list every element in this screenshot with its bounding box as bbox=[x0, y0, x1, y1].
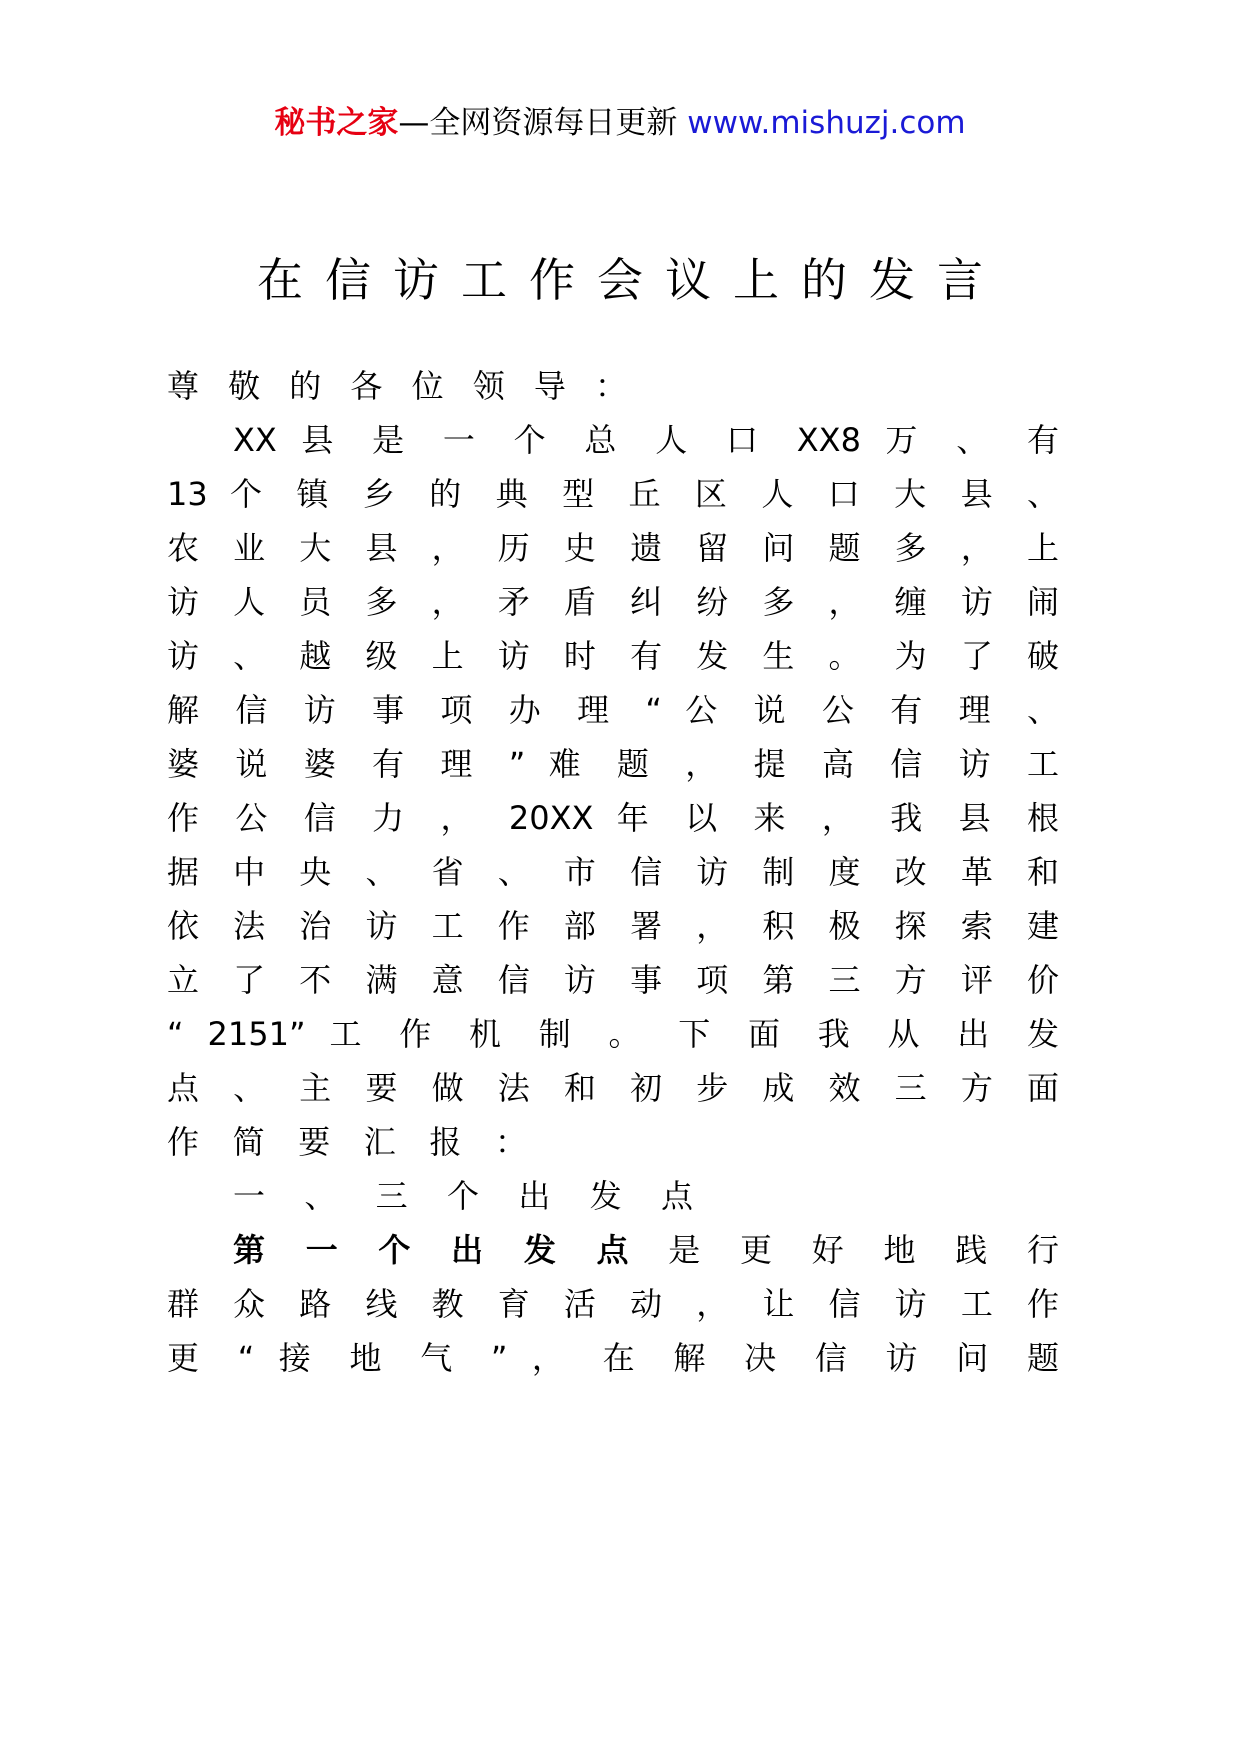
header-tagline: —全网资源每日更新 bbox=[398, 105, 688, 141]
site-header bbox=[0, 100, 1240, 146]
paragraph-line: 婆 说 婆 有 理 ” 难 题 ， 提 高 信 访 工 bbox=[167, 745, 1059, 783]
paragraph-line: 作 公 信 力 ， 20XX 年 以 来 ， 我 县 根 bbox=[167, 799, 1059, 837]
paragraph-line: XX 县 是 一 个 总 人 口 XX8 万 、 有 bbox=[233, 421, 1059, 459]
paragraph-line: 更 “ 接 地 气 ” ， 在 解 决 信 访 问 题 bbox=[167, 1339, 1059, 1377]
brand-name: 秘书之家 bbox=[274, 105, 399, 141]
paragraph-line: 点 、 主 要 做 法 和 初 步 成 效 三 方 面 bbox=[167, 1069, 1059, 1107]
paragraph-line: 农 业 大 县 ， 历 史 遗 留 问 题 多 ， 上 bbox=[167, 529, 1059, 567]
site-url-link[interactable]: www.mishuzj.com bbox=[687, 105, 966, 141]
paragraph2-first-rest: 是 更 好 地 践 行 bbox=[643, 1231, 1059, 1269]
paragraph-line: 立 了 不 满 意 信 访 事 项 第 三 方 评 价 bbox=[167, 961, 1059, 999]
paragraph-last-line: 作 简 要 汇 报 ： bbox=[167, 1123, 527, 1161]
paragraph-line: 依 法 治 访 工 作 部 署 ， 积 极 探 索 建 bbox=[167, 907, 1059, 945]
paragraph-line: 访 人 员 多 ， 矛 盾 纠 纷 多 ， 缠 访 闹 bbox=[167, 583, 1059, 621]
paragraph-line: 13 个 镇 乡 的 典 型 丘 区 人 口 大 县 、 bbox=[167, 475, 1059, 513]
paragraph-line: 群 众 路 线 教 育 活 动 ， 让 信 访 工 作 bbox=[167, 1285, 1059, 1323]
paragraph-line: “ 2151” 工 作 机 制 。 下 面 我 从 出 发 bbox=[167, 1015, 1059, 1053]
bold-lead: 第 一 个 出 发 点 bbox=[233, 1231, 644, 1269]
document-title: 在信访工作会议上的发言 bbox=[257, 253, 1005, 307]
salutation: 尊 敬 的 各 位 领 导 ： bbox=[167, 367, 627, 405]
paragraph2-first-line bbox=[233, 1227, 1059, 1273]
section-heading: 一 、 三 个 出 发 点 bbox=[233, 1177, 693, 1215]
paragraph-line: 解 信 访 事 项 办 理 “ 公 说 公 有 理 、 bbox=[167, 691, 1059, 729]
paragraph-line: 据 中 央 、 省 、 市 信 访 制 度 改 革 和 bbox=[167, 853, 1059, 891]
paragraph-line: 访 、 越 级 上 访 时 有 发 生 。 为 了 破 bbox=[167, 637, 1059, 675]
